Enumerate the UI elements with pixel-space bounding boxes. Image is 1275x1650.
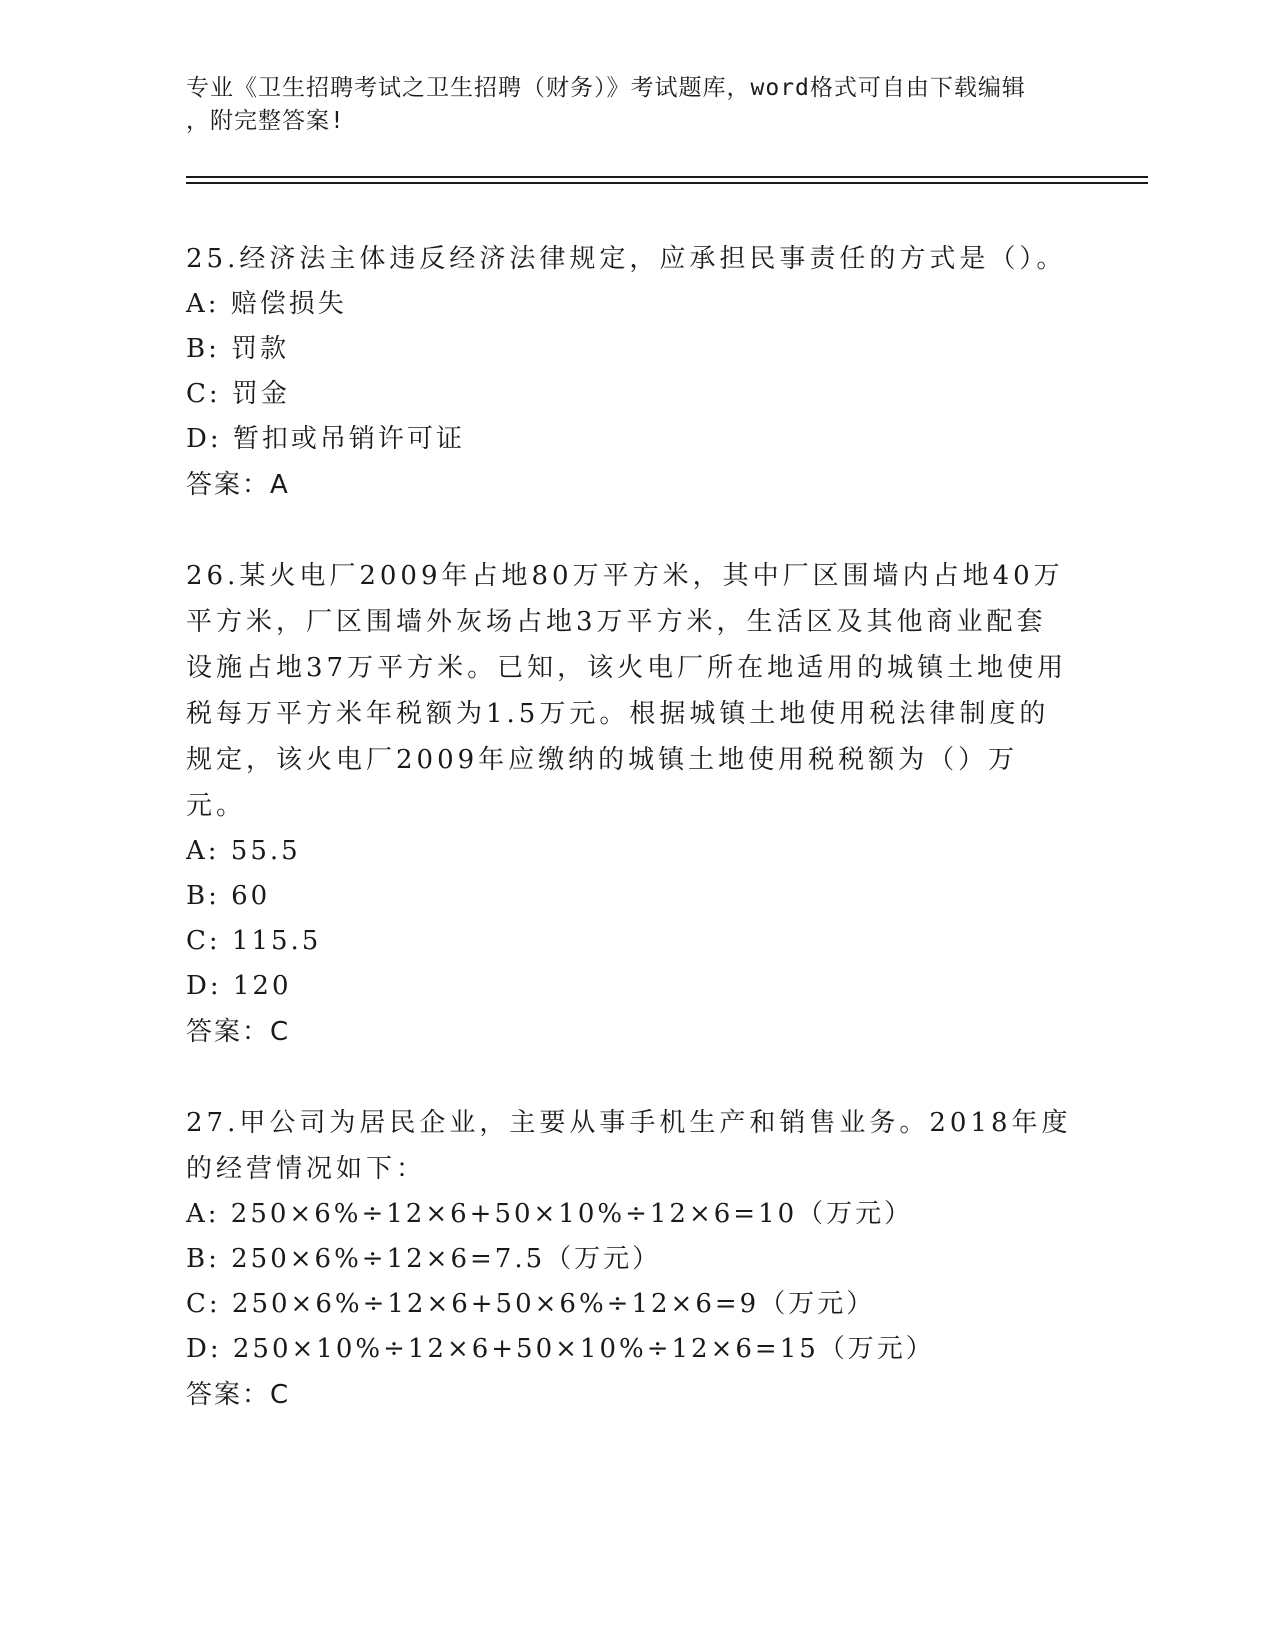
header-line-1: 专业《卫生招聘考试之卫生招聘（财务）》考试题库，word格式可自由下载编辑 — [186, 75, 1026, 101]
option-d: D: 120 — [186, 971, 292, 1001]
question-text: 25.经济法主体违反经济法律规定，应承担民事责任的方式是（）。 — [186, 244, 1067, 274]
header-rule-bottom — [186, 182, 1148, 184]
option-b: B: 250×6%÷12×6=7.5（万元） — [186, 1244, 662, 1274]
option-a: A: 250×6%÷12×6+50×10%÷12×6=10（万元） — [186, 1199, 914, 1229]
answer-label: 答案：A — [186, 470, 290, 500]
option-c: C: 250×6%÷12×6+50×6%÷12×6=9（万元） — [186, 1289, 876, 1319]
header-line-2: ，附完整答案! — [186, 108, 345, 134]
header-rule-top — [186, 176, 1148, 178]
document-header — [186, 72, 1066, 138]
answer-label: 答案：C — [186, 1380, 291, 1410]
option-c: C: 115.5 — [186, 926, 322, 956]
option-a: A: 55.5 — [186, 836, 301, 866]
question-list — [186, 236, 1076, 1463]
option-c: C: 罚金 — [186, 379, 290, 409]
option-d: D: 250×10%÷12×6+50×10%÷12×6=15（万元） — [186, 1334, 935, 1364]
option-d: D: 暂扣或吊销许可证 — [186, 424, 465, 454]
answer-label: 答案：C — [186, 1017, 291, 1047]
question-text: 26.某火电厂2009年占地80万平方米，其中厂区围墙内占地40万平方米，厂区围墙外灰场占地3万平方米，生活区及其他商业配套设施占地37万平方米。已知，该火电厂所在地适用的城镇土地使用税每万平方米年税额为1.5万元。根据城镇土地使用税法律制度的规定，该火电厂2009年应缴纳的城镇土地使用税税额为（）万元。 — [186, 561, 1068, 821]
option-a: A: 赔偿损失 — [186, 289, 347, 319]
question-27 — [186, 1100, 1076, 1418]
question-text: 27.甲公司为居民企业，主要从事手机生产和销售业务。2018年度的经营情况如下： — [186, 1108, 1072, 1184]
option-b: B: 罚款 — [186, 334, 290, 364]
question-26 — [186, 553, 1076, 1055]
option-b: B: 60 — [186, 881, 271, 911]
question-25 — [186, 236, 1076, 508]
